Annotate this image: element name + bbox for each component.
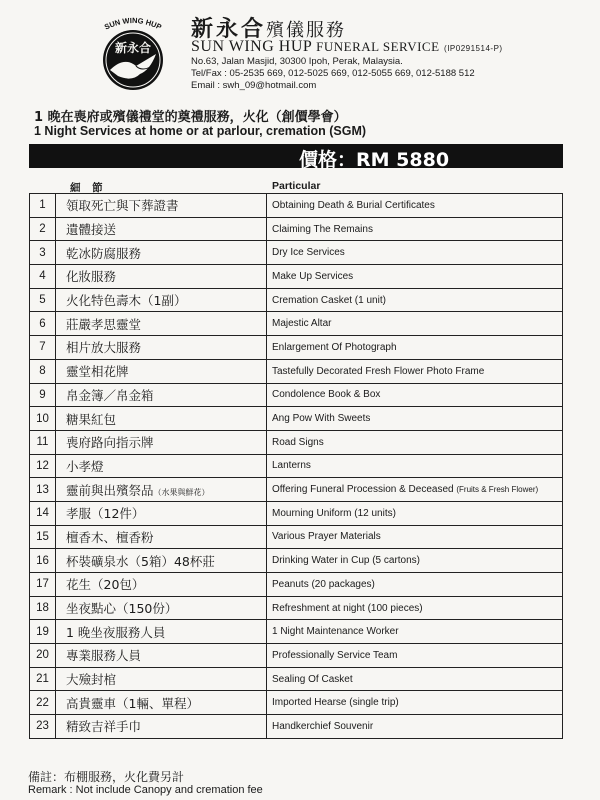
item-detail-cn-text: 花生（20包） <box>66 577 145 593</box>
item-particular-en-text: Claiming The Remains <box>272 223 373 235</box>
item-particular-en-text: Ang Pow With Sweets <box>272 413 371 425</box>
item-particular-en <box>267 288 563 312</box>
item-detail-cn-text: 高貴靈車（1輛、單程） <box>66 695 199 711</box>
item-number: 16 <box>30 549 56 573</box>
item-detail-cn <box>56 217 267 241</box>
item-detail-cn <box>56 573 267 597</box>
item-particular-en-text: Obtaining Death & Burial Certificates <box>272 199 435 211</box>
item-particular-en <box>267 549 563 573</box>
item-detail-cn <box>56 265 267 289</box>
company-logo <box>96 10 170 94</box>
item-number: 12 <box>30 454 56 478</box>
item-detail-cn-text: 大殮封棺 <box>66 672 117 688</box>
item-number: 15 <box>30 525 56 549</box>
item-detail-cn <box>56 525 267 549</box>
item-particular-en-text: Road Signs <box>272 436 324 448</box>
item-particular-en-text: Peanuts (20 packages) <box>272 578 375 590</box>
company-name-cn: 新永合殯儀服務 <box>191 16 347 42</box>
item-particular-en <box>267 478 563 502</box>
item-detail-cn-text: 靈前與出殯祭品 <box>66 482 154 498</box>
item-detail-cn-text: 專業服務人員 <box>66 648 142 664</box>
item-particular-en <box>267 430 563 454</box>
item-detail-cn <box>56 336 267 360</box>
item-detail-cn-text: 杯裝礦泉水（5箱）48杯莊 <box>66 553 215 569</box>
table-row <box>30 359 563 383</box>
item-detail-cn-text: 靈堂相花牌 <box>66 364 129 380</box>
item-particular-en <box>267 596 563 620</box>
item-particular-en <box>267 501 563 525</box>
item-number: 22 <box>30 691 56 715</box>
item-particular-en-text: Imported Hearse (single trip) <box>272 697 399 709</box>
item-detail-cn-text: 帛金簿／帛金箱 <box>66 387 154 403</box>
item-particular-en <box>267 217 563 241</box>
item-detail-cn-text: 糖果紅包 <box>66 411 117 427</box>
table-row <box>30 383 563 407</box>
item-number: 4 <box>30 265 56 289</box>
item-particular-en-text: Make Up Services <box>272 270 354 282</box>
item-particular-en-text: Cremation Casket (1 unit) <box>272 294 386 306</box>
item-particular-en <box>267 715 563 739</box>
item-detail-cn <box>56 691 267 715</box>
item-detail-cn-text: 火化特色壽木（1副） <box>66 293 187 309</box>
item-particular-en <box>267 644 563 668</box>
item-detail-cn-text: 化妝服務 <box>66 269 117 285</box>
item-particular-en <box>267 620 563 644</box>
item-particular-en-text: Lanterns <box>272 460 311 472</box>
item-detail-cn <box>56 478 267 502</box>
item-particular-en-text: 1 Night Maintenance Worker <box>272 626 399 638</box>
item-particular-en <box>267 383 563 407</box>
item-detail-cn-text: 相片放大服務 <box>66 340 142 356</box>
item-detail-cn-text: 小孝燈 <box>66 458 104 474</box>
column-header-cn: 細 節 <box>70 182 107 194</box>
item-detail-cn <box>56 241 267 265</box>
item-detail-cn <box>56 288 267 312</box>
item-detail-cn-text: 1 晚坐夜服務人員 <box>66 624 166 640</box>
price-text <box>299 145 449 172</box>
email-line: Email : swh_09@hotmail.com <box>191 80 317 91</box>
item-detail-cn <box>56 312 267 336</box>
item-particular-en <box>267 312 563 336</box>
remark-en: Remark : Not include Canopy and cremation fee <box>28 784 263 796</box>
table-row <box>30 620 563 644</box>
price-value: RM 5880 <box>356 149 450 171</box>
item-number: 2 <box>30 217 56 241</box>
item-detail-cn <box>56 454 267 478</box>
item-detail-cn-text: 領取死亡與下葬證書 <box>66 198 179 214</box>
item-particular-en <box>267 407 563 431</box>
company-name-en: SUN WING HUP FUNERAL SERVICE (IP0291514-P) <box>191 38 503 55</box>
price-label: 價格： <box>299 149 357 171</box>
svg-text:SUN WING HUP: SUN WING HUP <box>102 15 164 32</box>
item-number: 5 <box>30 288 56 312</box>
table-row <box>30 194 563 218</box>
item-number: 11 <box>30 430 56 454</box>
item-particular-en-text: Enlargement Of Photograph <box>272 341 397 353</box>
item-particular-en-text: Professionally Service Team <box>272 649 398 661</box>
item-detail-cn-text: 孝服（12件） <box>66 506 145 522</box>
table-row <box>30 454 563 478</box>
svg-text:新永合: 新永合 <box>114 41 152 55</box>
service-title-cn: 1 晚在喪府或殯儀禮堂的奠禮服務，火化（創價學會） <box>34 110 347 125</box>
company-contact <box>191 56 475 92</box>
table-row <box>30 336 563 360</box>
table-row <box>30 525 563 549</box>
item-number: 1 <box>30 194 56 218</box>
address-line: No.63, Jalan Masjid, 30300 Ipoh, Perak, Malaysia. <box>191 56 403 67</box>
table-row <box>30 644 563 668</box>
table-row <box>30 549 563 573</box>
table-row <box>30 573 563 597</box>
items-table <box>29 193 563 739</box>
item-number: 17 <box>30 573 56 597</box>
letterhead <box>0 0 600 100</box>
item-particular-en <box>267 691 563 715</box>
item-particular-en-text: Handkerchief Souvenir <box>272 720 374 732</box>
item-detail-cn <box>56 644 267 668</box>
item-detail-cn <box>56 430 267 454</box>
item-detail-cn-text: 坐夜點心（150份） <box>66 601 178 617</box>
item-detail-cn <box>56 549 267 573</box>
item-number: 9 <box>30 383 56 407</box>
column-header-en: Particular <box>272 180 321 192</box>
item-detail-cn-text: 乾冰防腐服務 <box>66 245 142 261</box>
item-number: 20 <box>30 644 56 668</box>
item-detail-cn-text: 莊嚴孝思靈堂 <box>66 316 142 332</box>
item-number: 7 <box>30 336 56 360</box>
table-row <box>30 691 563 715</box>
item-particular-en-text: Refreshment at night (100 pieces) <box>272 602 423 614</box>
table-row <box>30 407 563 431</box>
item-number: 10 <box>30 407 56 431</box>
table-row <box>30 430 563 454</box>
remark-cn: 備註：布棚服務，火化費另計 <box>28 770 185 784</box>
item-detail-cn-text: 遺體接送 <box>66 222 117 238</box>
table-row <box>30 715 563 739</box>
item-particular-en <box>267 265 563 289</box>
item-number: 18 <box>30 596 56 620</box>
item-particular-en-text: Sealing Of Casket <box>272 673 353 685</box>
table-row <box>30 265 563 289</box>
service-title-en: 1 Night Services at home or at parlour, cremation (SGM) <box>34 124 367 138</box>
item-detail-cn <box>56 194 267 218</box>
table-row <box>30 217 563 241</box>
item-detail-cn <box>56 383 267 407</box>
item-particular-en-text: Dry Ice Services <box>272 247 345 259</box>
item-detail-cn <box>56 620 267 644</box>
item-particular-en-text: Drinking Water in Cup (5 cartons) <box>272 555 421 567</box>
item-particular-en-text: Various Prayer Materials <box>272 531 381 543</box>
item-note-en: (Fruits & Fresh Flower) <box>456 485 539 495</box>
item-detail-cn <box>56 359 267 383</box>
item-particular-en-text: Offering Funeral Procession & Deceased <box>272 484 454 496</box>
table-row <box>30 478 563 502</box>
item-number: 13 <box>30 478 56 502</box>
item-number: 21 <box>30 667 56 691</box>
item-detail-cn <box>56 407 267 431</box>
price-banner <box>29 144 563 171</box>
item-number: 23 <box>30 715 56 739</box>
item-particular-en <box>267 194 563 218</box>
item-detail-cn-text: 檀香木、檀香粉 <box>66 529 154 545</box>
item-detail-cn-text: 精致吉祥手巾 <box>66 719 142 735</box>
telfax-line: Tel/Fax : 05-2535 669, 012-5025 669, 012-5055 669, 012-5188 512 <box>191 68 475 79</box>
item-number: 3 <box>30 241 56 265</box>
item-number: 14 <box>30 501 56 525</box>
table-row <box>30 596 563 620</box>
table-row <box>30 288 563 312</box>
item-particular-en-text: Mourning Uniform (12 units) <box>272 507 396 519</box>
item-detail-cn <box>56 667 267 691</box>
item-particular-en <box>267 667 563 691</box>
item-particular-en <box>267 241 563 265</box>
item-number: 6 <box>30 312 56 336</box>
item-number: 19 <box>30 620 56 644</box>
item-particular-en-text: Majestic Altar <box>272 318 332 330</box>
item-particular-en <box>267 336 563 360</box>
item-particular-en <box>267 454 563 478</box>
item-detail-cn <box>56 715 267 739</box>
table-row <box>30 241 563 265</box>
item-note-cn: （水果與鮮花） <box>153 487 210 497</box>
table-row <box>30 312 563 336</box>
item-particular-en <box>267 525 563 549</box>
item-particular-en-text: Tastefully Decorated Fresh Flower Photo Frame <box>272 365 485 377</box>
table-row <box>30 501 563 525</box>
item-number: 8 <box>30 359 56 383</box>
item-particular-en-text: Condolence Book & Box <box>272 389 381 401</box>
item-detail-cn <box>56 596 267 620</box>
item-detail-cn <box>56 501 267 525</box>
item-detail-cn-text: 喪府路向指示牌 <box>66 435 154 451</box>
item-particular-en <box>267 573 563 597</box>
item-particular-en <box>267 359 563 383</box>
table-row <box>30 667 563 691</box>
